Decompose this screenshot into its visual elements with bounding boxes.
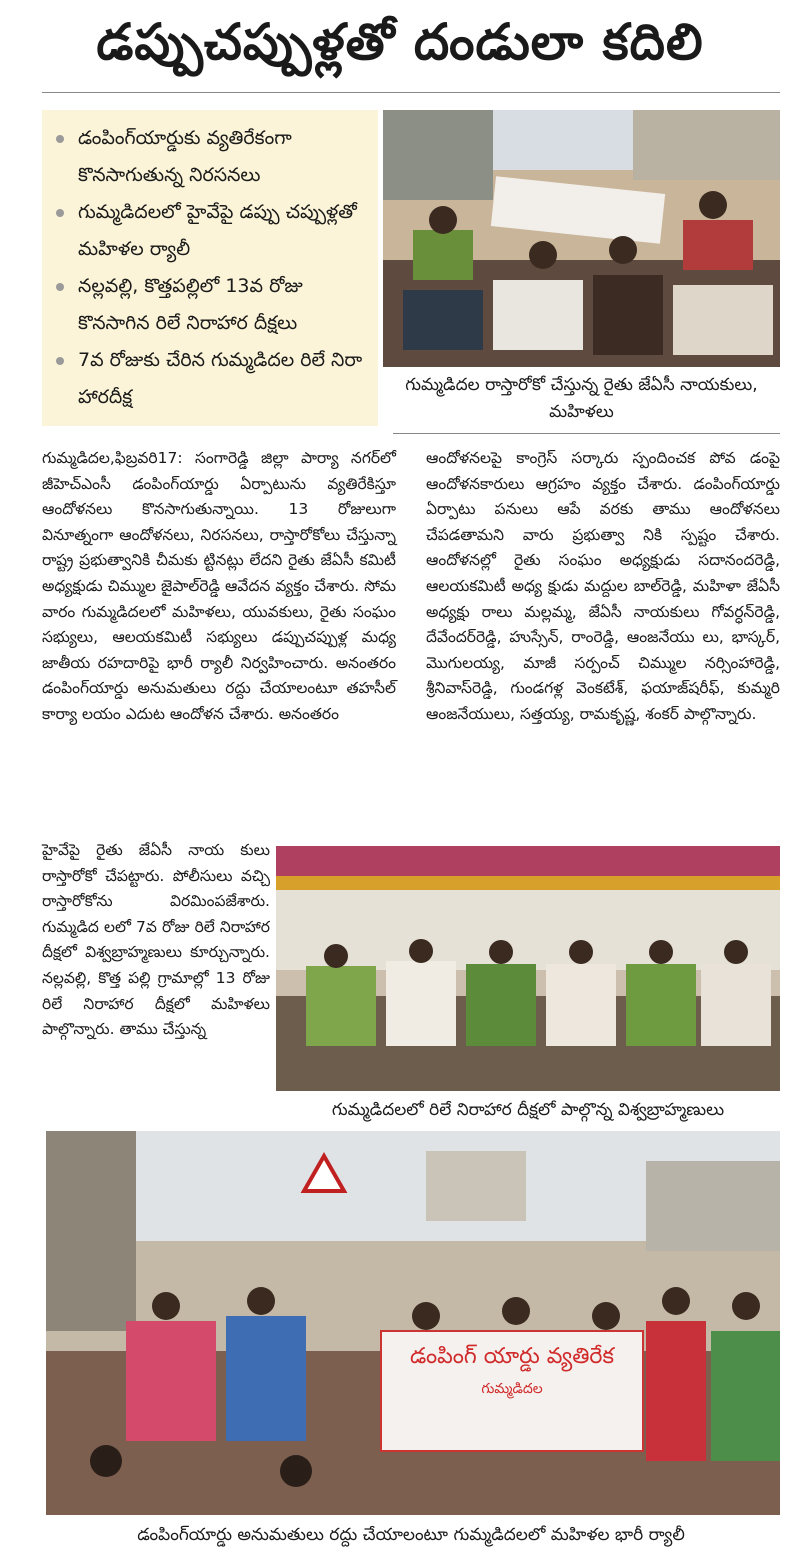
highlights-box bbox=[42, 110, 378, 426]
women-rally-photo bbox=[46, 1131, 780, 1515]
banner-slogan: డంపింగ్ యార్డు వ్యతిరేక bbox=[410, 1344, 614, 1369]
caption-rule bbox=[393, 433, 780, 434]
highlight-item: డంపింగ్‌యార్డుకు వ్యతిరేకంగా కొనసాగుతున్న నిరసనలు bbox=[52, 120, 370, 194]
article-paragraph: ఆందోళనలపై కాంగ్రెస్ సర్కారు స్పందించక పోవ డంపై ఆందోళనకారులు ఆగ్రహం వ్యక్తం చేశారు. డంపింగ్‌యార్డు ఏర్పాటు పనులు ఆపే వరకు తాము ఆందోళనలు చేపడతామని వారు ప్రభుత్వా నికి స్పష్టం చేశారు. ఆందోళనల్లో రైతు సంఘం అధ్యక్షుడు సదానందరెడ్డి, ఆలయకమిటీ అధ్య క్షుడు మద్దుల బాల్‌రెడ్డి, మహిళా జేఏసీ అధ్యక్షు రాలు మల్లమ్మ, జేఏసీ నాయకులు గోవర్ధన్‌రెడ్డి, దేవేందర్‌రెడ్డి, హుస్సేన్, రాంరెడ్డి, ఆంజనేయు లు, భాస్కర్, మొగులయ్య, మాజీ సర్పంచ్ చిమ్ముల నర్సింహారెడ్డి, శ్రీనివాస్‌రెడ్డి, గుండగళ్ల వెంకటేశ్, ఫయాజ్‌షరీఫ్, కుమ్మరి ఆంజనేయులు, సత్తయ్య, రామకృష్ణ, శంకర్ పాల్గొన్నారు. bbox=[426, 449, 780, 723]
photo-caption-middle: గుమ్మడిదలలో రిలే నిరాహార దీక్షలో పాల్గొన్న విశ్వబ్రాహ్మణులు bbox=[331, 1100, 725, 1120]
highlight-item: గుమ్మడిదలలో హైవేపై డప్పు చప్పుళ్లతో మహిళల ర్యాలీ bbox=[52, 194, 370, 268]
protest-photo-top bbox=[383, 110, 780, 367]
headline-rule bbox=[42, 92, 780, 93]
article-paragraph: హైవేపై రైతు జేఏసీ నాయ కులు రాస్తారోకో చేపట్టారు. పోలీసులు వచ్చి రాస్తారోకోను విరమింపజేశారు. గుమ్మడిద లలో 7వ రోజు రిలే నిరాహార దీక్షలో విశ్వబ్రాహ్మణులు కూర్చున్నారు. నల్లవల్లి, కొత్త పల్లి గ్రామాల్లో 13 రోజు రిలే నిరాహార దీక్షలో మహిళలు పాల్గొన్నారు. తాము చేస్తున్న bbox=[42, 841, 270, 1039]
highlight-item: నల్లవల్లి, కొత్తపల్లిలో 13వ రోజు కొనసాగిన రిలే నిరాహార దీక్షలు bbox=[52, 268, 370, 342]
highlight-item: 7వ రోజుకు చేరిన గుమ్మడిదల రిలే నిరా హారదీక్ష bbox=[52, 342, 370, 416]
article-paragraph: గుమ్మడిదల,ఫిబ్రవరి17: సంగారెడ్డి జిల్లా పార్యా నగర్‌లో జీహెచ్‌ఎంసీ డంపింగ్‌యార్డు ఏర్పాటును వ్యతిరేకిస్తూ ఆందోళనలు కొనసాగుతున్నాయి. 13 రోజులుగా వినూత్నంగా ఆందోళనలు, నిరసనలు, రాస్తారోకోలు చేస్తున్నా రాష్ట్ర ప్రభుత్వానికి చీమకు ట్టినట్లు లేదని రైతు జేఏసీ కమిటీ అధ్యక్షుడు చిమ్ముల జైపాల్‌రెడ్డి ఆవేదన వ్యక్తం చేశారు. సోమ వారం గుమ్మడిదలలో మహిళలు, యువకులు, రైతు సంఘం సభ్యులు, ఆలయకమిటీ సభ్యులు డప్పుచప్పుళ్ల మధ్య జాతీయ రహదారిపై భారీ ర్యాలీ నిర్వహించారు. అనంతరం డంపింగ్‌యార్డు అనుమతులు రద్దు చేయాలంటూ తహసీల్ కార్యా లయం ఎదుట ఆందోళన చేశారు. అనంతరం bbox=[42, 449, 396, 723]
article-column-1 bbox=[42, 446, 396, 728]
photo-caption-bottom: డంపింగ్‌యార్డు అనుమతులు రద్దు చేయాలంటూ గుమ్మడిదలలో మహిళల భారీ ర్యాలీ bbox=[137, 1525, 685, 1545]
article-column-1-continued bbox=[42, 838, 270, 1043]
headline: డప్పుచప్పుళ్లతో దండులా కదిలి bbox=[96, 13, 704, 71]
banner-village: గుమ్మడిదల bbox=[481, 1381, 543, 1397]
photo-caption-top: గుమ్మడిదల రాస్తారోకో చేస్తున్న రైతు జేఏసీ నాయకులు, మహిళలు bbox=[405, 375, 758, 422]
article-column-2 bbox=[426, 446, 780, 728]
hunger-strike-photo bbox=[276, 846, 780, 1091]
